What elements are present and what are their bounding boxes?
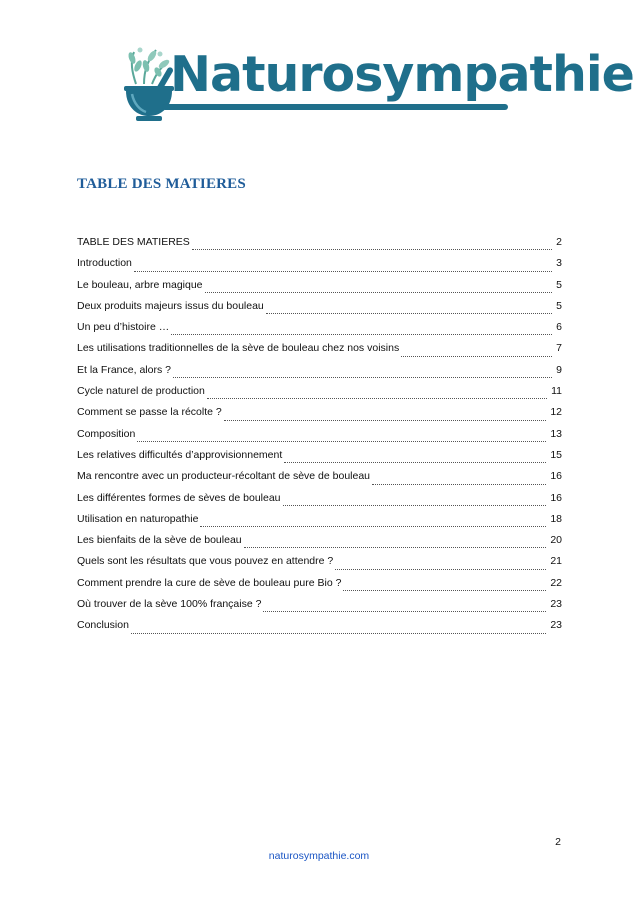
toc-entry-page-number: 12	[550, 406, 562, 419]
toc-entry-label: TABLE DES MATIERES	[77, 236, 190, 248]
toc-entry[interactable]	[77, 555, 562, 576]
toc-entry-page-number: 6	[556, 321, 562, 334]
toc-entry-label: Les utilisations traditionnelles de la sève de bouleau chez nos voisins	[77, 342, 400, 355]
toc-entry[interactable]	[77, 598, 562, 619]
toc-entry[interactable]	[77, 279, 562, 300]
footer-website-link[interactable]: naturosympathie.com	[268, 850, 370, 862]
toc-entry-label: Utilisation en naturopathie	[77, 512, 199, 525]
toc-entry-page-number: 22	[550, 576, 562, 589]
toc-entry-page-number: 18	[550, 512, 562, 525]
toc-entry-label: Conclusion	[77, 619, 129, 632]
toc-entry-page-number: 16	[550, 470, 562, 483]
toc-entry-label: Où trouver de la sève 100% française ?	[77, 598, 262, 611]
logo-wordmark: Naturosympathie	[170, 46, 634, 103]
toc-dot-leader	[283, 505, 547, 506]
toc-dot-leader	[335, 569, 546, 570]
toc-dot-leader	[171, 334, 552, 335]
toc-dot-leader	[263, 611, 546, 612]
toc-dot-leader	[224, 420, 547, 421]
toc-entry-label: Les relatives difficultés d’approvisionnement	[77, 448, 283, 461]
toc-dot-leader	[173, 377, 552, 378]
toc-entry-page-number: 11	[551, 385, 562, 398]
toc-entry-page-number: 21	[550, 555, 562, 568]
toc-entry-page-number: 5	[556, 299, 562, 312]
toc-entry-page-number: 15	[550, 448, 562, 461]
toc-entry-label: Composition	[77, 427, 136, 440]
toc-entry-label: Les bienfaits de la sève de bouleau	[77, 534, 242, 547]
toc-entry-page-number: 16	[550, 491, 562, 504]
toc-entry-label: Deux produits majeurs issus du bouleau	[77, 299, 264, 312]
page-number: 2	[555, 836, 561, 848]
toc-dot-leader	[205, 292, 553, 293]
toc-entry-page-number: 2	[556, 236, 562, 248]
toc-entry-label: Cycle naturel de production	[77, 385, 205, 398]
toc-entry[interactable]	[77, 449, 562, 470]
toc-entry[interactable]	[77, 492, 562, 513]
toc-entry[interactable]	[77, 619, 562, 640]
brand-logo	[122, 44, 634, 130]
toc-dot-leader	[284, 462, 546, 463]
toc-entry-page-number: 23	[550, 619, 562, 632]
toc-entry-page-number: 5	[556, 278, 562, 291]
toc-entry[interactable]	[77, 534, 562, 555]
toc-entry-label: Les différentes formes de sèves de bouleau	[77, 491, 281, 504]
toc-entry-label: Un peu d’histoire …	[77, 321, 170, 334]
toc-dot-leader	[137, 441, 546, 442]
toc-entry-label: Et la France, alors ?	[77, 363, 171, 376]
toc-dot-leader	[372, 484, 546, 485]
toc-entry[interactable]	[77, 342, 562, 363]
toc-entry-page-number: 3	[556, 257, 562, 270]
toc-entry[interactable]	[77, 257, 562, 278]
toc-dot-leader	[207, 398, 547, 399]
toc-entry-page-number: 13	[550, 427, 562, 440]
toc-dot-leader	[131, 633, 546, 634]
toc-entry-page-number: 7	[556, 342, 562, 355]
toc-dot-leader	[343, 590, 546, 591]
toc-entry[interactable]	[77, 406, 562, 427]
toc-entry-page-number: 20	[550, 534, 562, 547]
toc-entry-label: Introduction	[77, 257, 132, 270]
toc-entry-label: Comment se passe la récolte ?	[77, 406, 222, 419]
toc-entry[interactable]	[77, 428, 562, 449]
toc-entry[interactable]	[77, 300, 562, 321]
toc-entry-page-number: 23	[550, 598, 562, 611]
toc-entry[interactable]	[77, 321, 562, 342]
table-of-contents	[77, 236, 562, 641]
toc-dot-leader	[401, 356, 552, 357]
toc-entry[interactable]	[77, 513, 562, 534]
toc-dot-leader	[266, 313, 552, 314]
toc-heading: TABLE DES MATIERES	[77, 176, 246, 192]
toc-entry-page-number: 9	[556, 363, 562, 376]
toc-entry[interactable]	[77, 364, 562, 385]
toc-entry-label: Comment prendre la cure de sève de bouleau pure Bio ?	[77, 576, 342, 589]
toc-entry[interactable]	[77, 470, 562, 491]
toc-dot-leader	[200, 526, 546, 527]
logo-underline	[162, 104, 508, 110]
toc-entry-label: Ma rencontre avec un producteur-récoltant de sève de bouleau	[77, 470, 371, 483]
toc-dot-leader	[244, 547, 547, 548]
toc-entry-label: Le bouleau, arbre magique	[77, 278, 203, 291]
toc-entry-label: Quels sont les résultats que vous pouvez en attendre ?	[77, 555, 334, 568]
toc-entry[interactable]	[77, 236, 562, 257]
toc-dot-leader	[192, 249, 552, 250]
toc-dot-leader	[134, 271, 552, 272]
toc-entry[interactable]	[77, 577, 562, 598]
toc-entry[interactable]	[77, 385, 562, 406]
